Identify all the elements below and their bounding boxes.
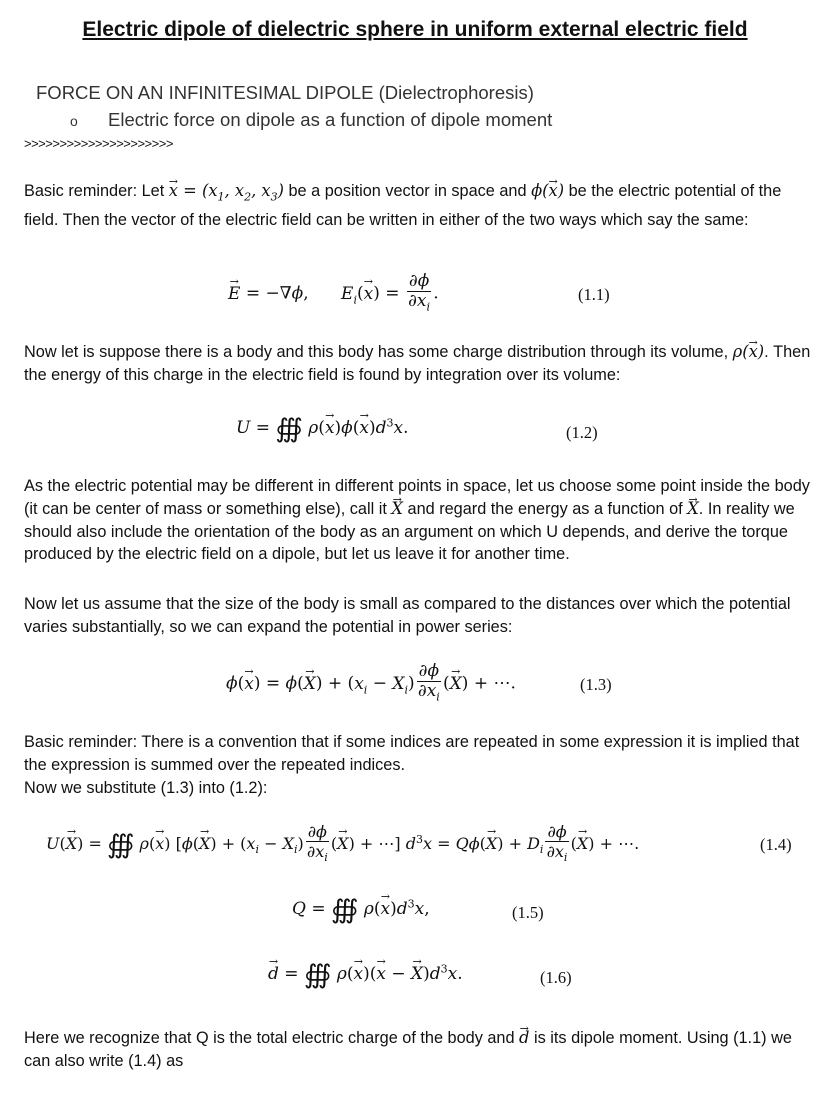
equation-number: (1.5) xyxy=(512,903,544,922)
equation-number: (1.2) xyxy=(566,423,598,442)
inline-math-rho: ρ(x →) xyxy=(733,342,764,361)
equation-number: (1.6) xyxy=(540,968,572,987)
equation-number: (1.4) xyxy=(760,835,792,854)
section-heading: FORCE ON AN INFINITESIMAL DIPOLE (Dielectrophoresis) xyxy=(36,82,534,103)
paragraph-power-series: Now let us assume that the size of the body is small as compared to the distances over which the potential varies substantially, so we can expand the potential in power series: xyxy=(24,595,791,636)
inline-math-X-vector: X → xyxy=(687,499,699,518)
inline-math-X-vector: X → xyxy=(391,499,403,518)
subsection-heading-text: Electric force on dipole as a function of dipole moment xyxy=(108,109,553,130)
equation-1-3: ϕ(x →) = ϕ(X →) + $(x_i - X_i)$ $\frac{\partial\phi}{\partial x_i}$ (X →) + ⋯. xyxy=(226,662,516,706)
bullet-icon: o xyxy=(70,113,78,129)
inline-math-phi: ϕ(x →) xyxy=(531,181,564,200)
arrow-separator: >>>>>>>>>>>>>>>>>>>>> xyxy=(24,136,173,151)
paragraph-dipole-moment: Here we recognize that Q is the total electric charge of the body and d → is its dipole moment. Using (1.1) we can also write (1.4) as xyxy=(24,1027,819,1073)
equation-number: (1.1) xyxy=(578,285,610,304)
paragraph-choose-point: As the electric potential may be different in different points in space, let us choose some point inside the body (it can be center of mass or something else), call it X → and regard the energy as a function of X →. In reality we should also include the orientation of the body as an argument on which U depends, and derive the torque produced by the electric field on a dipole, but let us leave it for another time. xyxy=(24,475,819,566)
equation-1-2: U = ∰ $\rho(x \to)\phi(x \to)d^3x$. xyxy=(236,414,409,444)
equation-1-4: U(X →) = ∰ ρ(x →) [ϕ(X →) + $(x_i - X_i)$ $\frac{\partial\phi}{\partial x_i}$ (X →) + ⋯] $d^3x = Q\phi(X$ →) + $D_i$ $\frac{\partial\phi}{\partial x_i}$ (X →) + ⋯. xyxy=(46,822,639,867)
equation-number: (1.3) xyxy=(580,675,612,694)
equation-1-1: E → = −∇ϕ, $E_i(x$ →) = $\frac{\partial\phi}{\partial x_i}$ . xyxy=(228,272,439,316)
equation-1-6: d → = ∰ ρ(x →)(x → − $X \to)d^3x$. xyxy=(268,960,463,990)
paragraph-basic-reminder: Basic reminder: Let x → = ($x_1$, $x_2$, $x_3$) be a position vector in space and ϕ(x →) be the electric potential of the field. Then the vector of the electric field can be written in either of the two ways which say the same: xyxy=(24,180,814,232)
equation-1-5: Q = ∰ $\rho(x \to)d^3x$, xyxy=(292,895,430,925)
paragraph-summation-convention: Basic reminder: There is a convention that if some indices are repeated in some expression it is implied that the expression is summed over the repeated indices. Now we substitute (1.3) into (1.2): xyxy=(24,733,800,797)
inline-math-d-vector: d → xyxy=(519,1028,529,1047)
page-title: Electric dipole of dielectric sphere in uniform external electric field xyxy=(82,18,748,41)
paragraph-charge-distribution: Now let is suppose there is a body and this body has some charge distribution through its volume, ρ(x →). Then the energy of this charge in the electric field is found by integration over its volume: xyxy=(24,341,824,387)
subsection-heading xyxy=(70,109,552,131)
inline-math-x-vector: x → = ($x_1$, $x_2$, $x_3$) xyxy=(169,181,284,200)
